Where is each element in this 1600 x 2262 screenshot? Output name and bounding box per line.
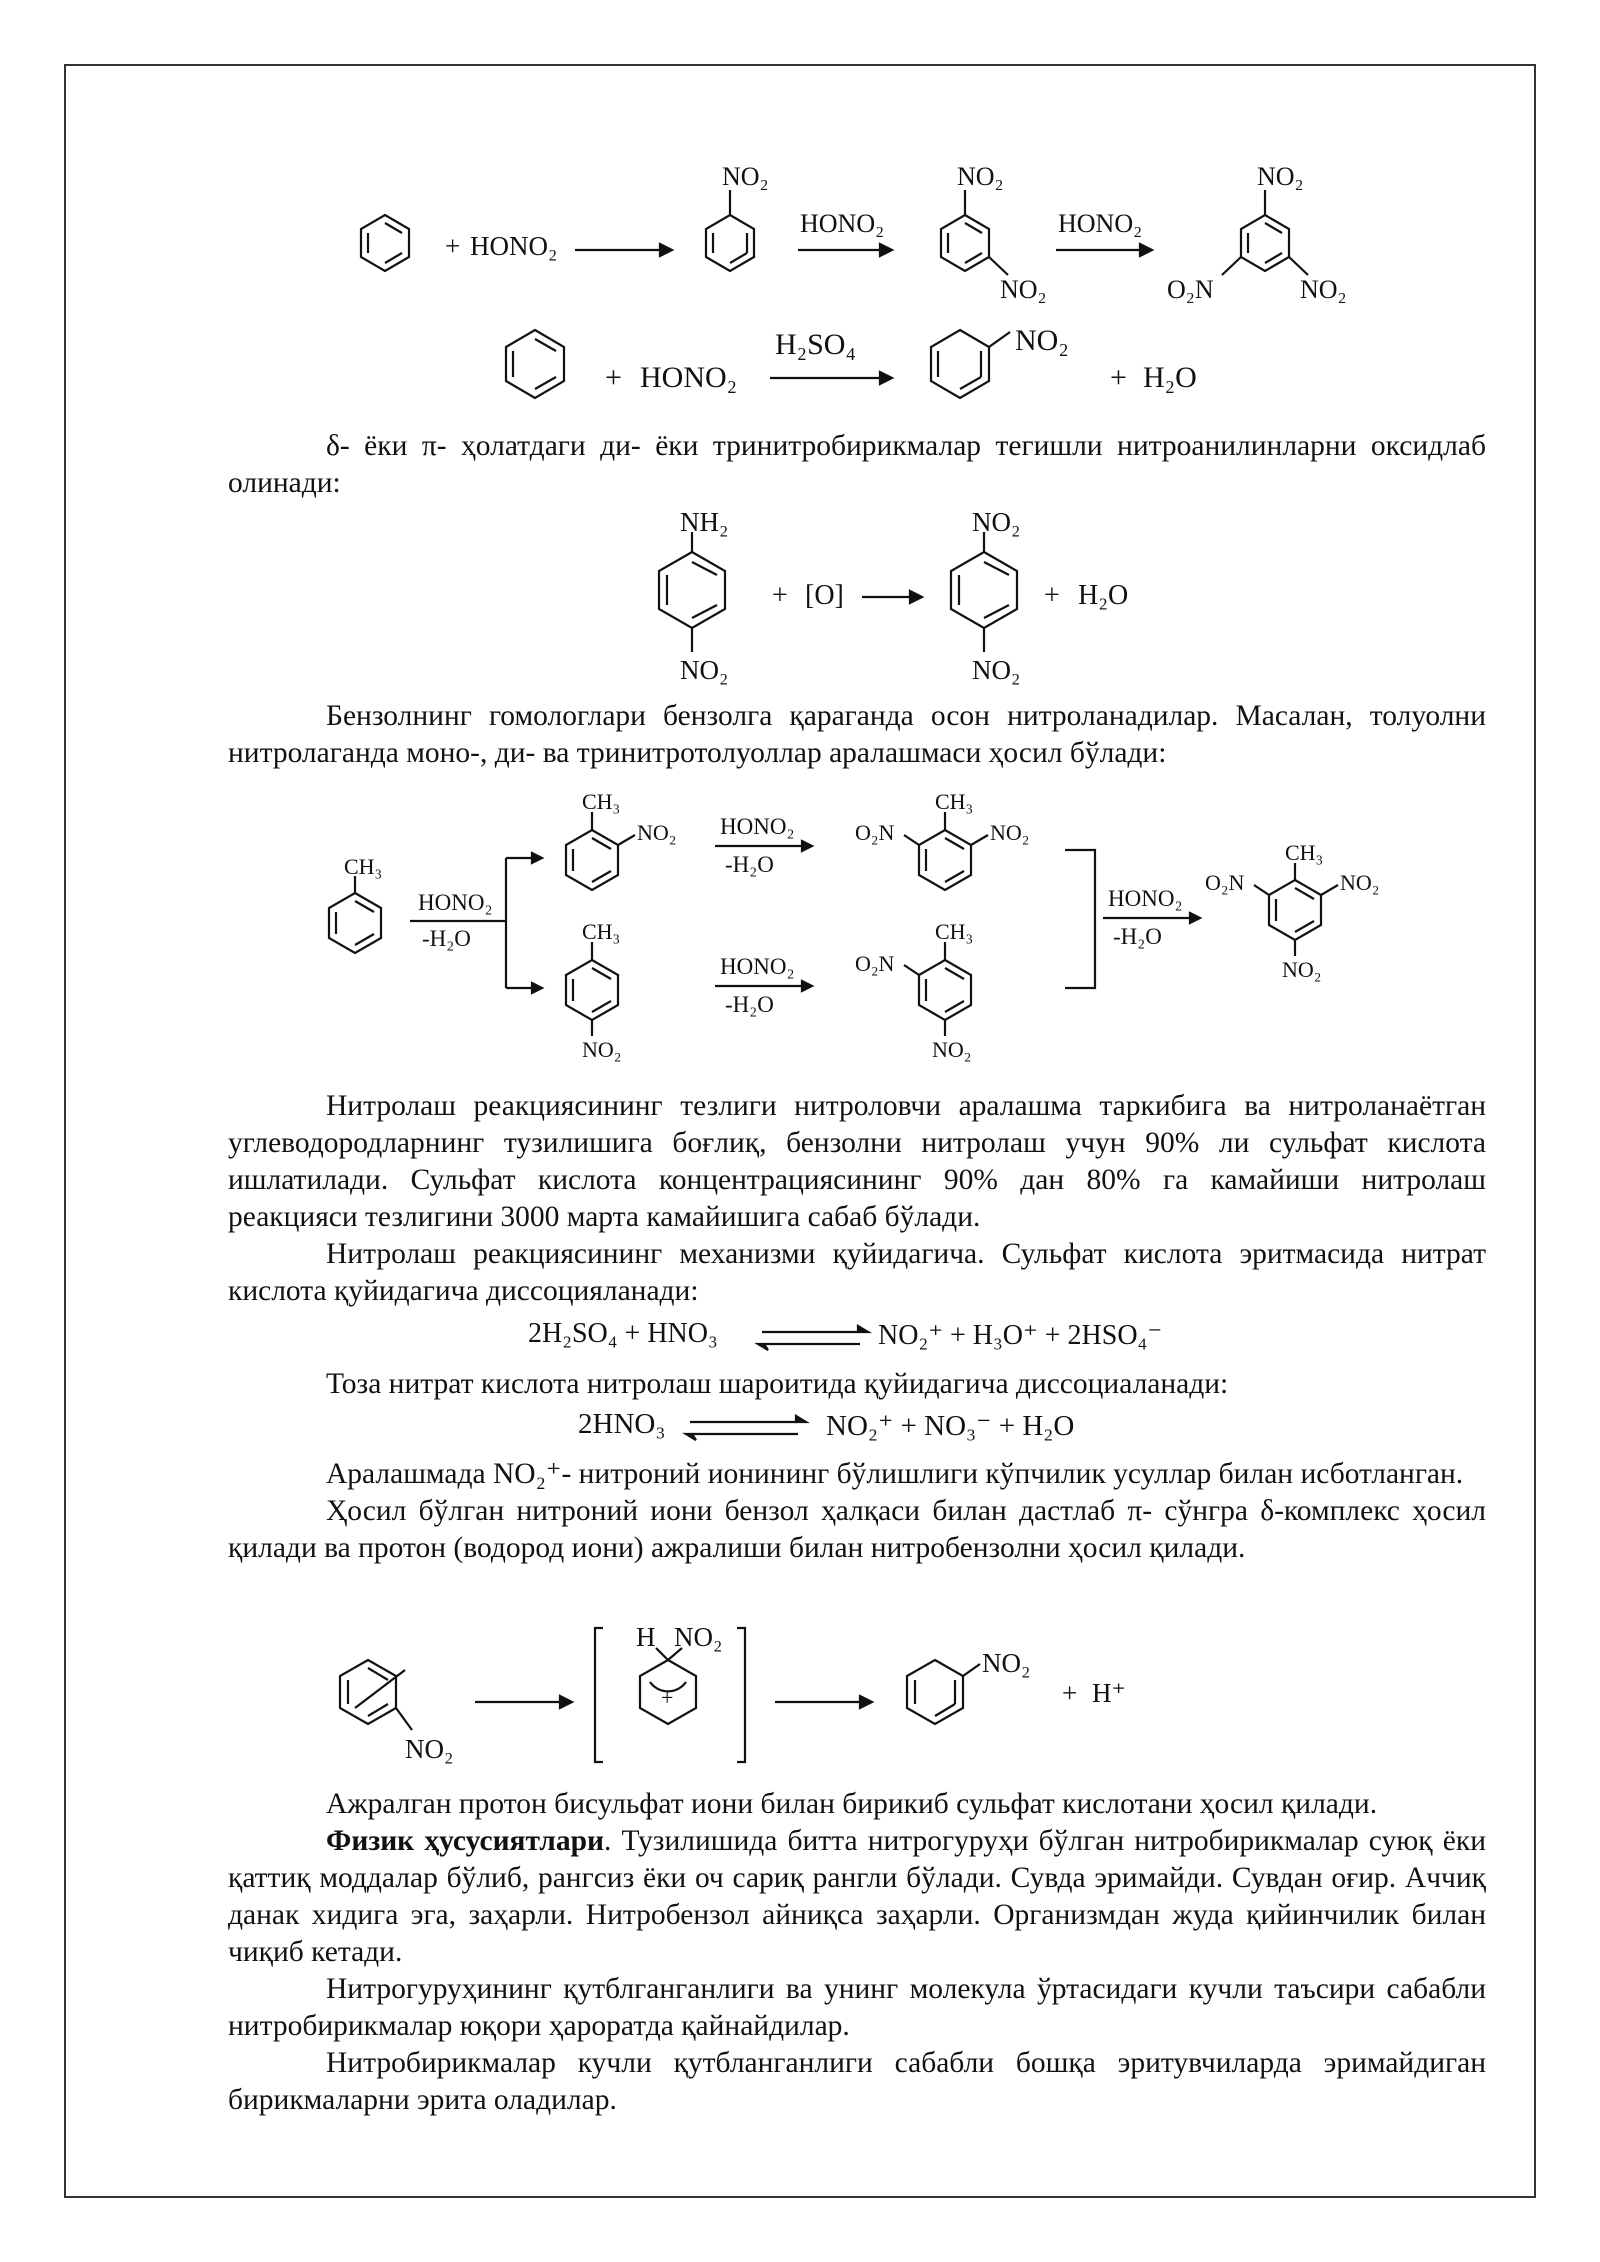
- catalyst-label: H₂SO₄: [775, 328, 856, 361]
- paragraph-text: Аралашмада NO₂⁺- нитроний ионининг бўлишлиги кўпчилик усуллар билан исботланган.: [326, 1458, 1464, 1490]
- reaction-nitration-steps: [340, 160, 1380, 310]
- nitro-group: NO₂: [957, 162, 1004, 191]
- paragraph: [228, 428, 1486, 502]
- equation-nitric-right: [826, 1408, 1074, 1443]
- paragraph: [228, 1366, 1486, 1403]
- reagent-label: HONO₂: [800, 209, 885, 238]
- nitro-group-left: O₂N: [1205, 870, 1245, 895]
- equation-left: 2H₂SO₄ + HNO₃: [528, 1318, 718, 1349]
- plus: +: [1062, 1678, 1078, 1708]
- hydrogen-label: H: [636, 1622, 656, 1652]
- reaction-nitrobenzene: [480, 320, 1240, 420]
- nitro-group: NO₂: [982, 1648, 1031, 1678]
- equation-right: NO₂⁺ + NO₃⁻ + H₂O: [826, 1410, 1075, 1442]
- plus: +: [605, 361, 622, 394]
- reagent-label: HONO₂: [720, 954, 795, 979]
- equation-nitric: [578, 1408, 665, 1441]
- plus: +: [1110, 361, 1127, 394]
- methyl-group: CH₃: [935, 789, 974, 814]
- nitro-group: NO₂: [405, 1734, 454, 1764]
- equilibrium-arrow: [758, 1320, 868, 1354]
- water-label: -H₂O: [422, 926, 471, 951]
- methyl-group: CH₃: [582, 919, 621, 944]
- charge-label: +: [661, 1685, 674, 1710]
- paragraph-text: δ- ёки π- ҳолатдаги ди- ёки тринитробирикмалар тегишли нитроанилинларни оксидлаб олинади:: [228, 430, 1486, 499]
- water-label: -H₂O: [725, 992, 774, 1017]
- nitro-group: NO₂: [1340, 870, 1380, 895]
- paragraph-text: Нитрогуруҳининг қутблганганлиги ва унинг молекула ўртасидаги кучли таъсири сабабли нитробирикмалар юқори ҳароратда қайнайдилар.: [228, 1973, 1486, 2042]
- section-heading: Физик ҳусусиятлари: [326, 1825, 604, 1857]
- paragraph-text: Ҳосил бўлган нитроний иони бензол ҳалқаси билан дастлаб π- сўнгра δ-комплекс ҳосил қилади ва протон (водород иони) ажралиши билан нитробензолни ҳосил қилади.: [228, 1495, 1486, 1564]
- equation-left: 2HNO₃: [578, 1408, 666, 1440]
- water-label: -H₂O: [1113, 924, 1162, 949]
- methyl-group: CH₃: [935, 919, 974, 944]
- paragraph-text: Нитролаш реакциясининг механизми қуйидагича. Сульфат кислота эритмасида нитрат кислота қуйидагича диссоцияланади:: [228, 1238, 1486, 1307]
- reagent-label: HONO₂: [720, 814, 795, 839]
- nitro-group-left: O₂N: [1167, 275, 1214, 304]
- reaction-toluene-scheme: [310, 778, 1410, 1078]
- byproduct-label: H₂O: [1143, 361, 1197, 394]
- reagent-label: HONO₂: [1058, 209, 1143, 238]
- paragraph-text: . Тузилишида битта нитрогуруҳи бўлган нитробирикмалар суюқ ёки қаттиқ моддалар бўлиб, рангсиз ёки оч сариқ рангли бўлади. Сувда эримайди. Сувдан оғир. Аччиқ данак хидига эга, заҳарли. Нитробензол айниқса заҳарли. Организмдан жуда қийинчилик билан чиқиб кетади.: [228, 1825, 1486, 1968]
- paragraph-text: Нитробирикмалар кучли қутбланганлиги сабабли бошқа эритувчиларда эримайдиган бирикмаларни эрита оладилар.: [228, 2047, 1486, 2116]
- plus: +: [772, 580, 788, 611]
- paragraph-text: Нитролаш реакциясининг тезлиги нитроловчи аралашма таркибига ва нитроланаётган углеводородларнинг тузилишига боғлиқ, бензолни нитролаш учун 90% ли сульфат кислота ишлатилади. Сульфат кислота концентрациясининг 90% дан 80% га камайиши нитролаш реакцияси тезлигини 3000 марта камайишига сабаб бўлади.: [228, 1090, 1486, 1233]
- paragraph-text: Ажралган протон бисульфат иони билан бирикиб сульфат кислотани ҳосил қилади.: [326, 1788, 1378, 1820]
- plus: +: [1044, 580, 1060, 611]
- nitro-group: NO₂: [1000, 275, 1047, 304]
- nitro-group: NO₂: [680, 655, 729, 685]
- nitro-group: NO₂: [990, 820, 1030, 845]
- proton-label: H⁺: [1092, 1678, 1126, 1708]
- methyl-group: CH₃: [344, 854, 383, 879]
- reaction-oxidation: [640, 507, 1160, 692]
- nitro-group-left: O₂N: [855, 820, 895, 845]
- equation-sulfuric-right: [878, 1318, 1162, 1352]
- equilibrium-arrow: [686, 1410, 806, 1444]
- plus: +: [445, 231, 461, 261]
- nitro-group: NO₂: [637, 820, 677, 845]
- equation-right: NO₂⁺ + H₃O⁺ + 2HSO₄⁻: [878, 1320, 1163, 1351]
- oxidant-label: [O]: [805, 580, 844, 611]
- methyl-group: CH₃: [582, 789, 621, 814]
- reagent-label: HONO₂: [418, 890, 493, 915]
- nitro-group-left: O₂N: [855, 951, 895, 976]
- nitro-group: NO₂: [1015, 324, 1069, 357]
- methyl-group: CH₃: [1285, 840, 1324, 865]
- nitro-group: NO₂: [1282, 957, 1322, 982]
- equation-sulfuric: [528, 1318, 718, 1350]
- water-label: -H₂O: [725, 852, 774, 877]
- reagent-label: HONO₂: [1108, 886, 1183, 911]
- byproduct-label: H₂O: [1078, 580, 1129, 611]
- nitro-group: NO₂: [1257, 162, 1304, 191]
- paragraph: [228, 1088, 1486, 1310]
- nitro-group: NO₂: [674, 1622, 723, 1652]
- nitro-group: NO₂: [972, 507, 1021, 537]
- reagent-label: HONO₂: [470, 231, 558, 261]
- amine-group: NH₂: [680, 507, 729, 537]
- paragraph: [228, 698, 1486, 772]
- paragraph-text: [228, 1823, 1486, 1971]
- paragraph-text: Бензолнинг гомологлари бензолга қараганда осон нитроланадилар. Масалан, толуолни нитролаганда моно-, ди- ва тринитротолуоллар аралашмаси ҳосил бўлади:: [228, 700, 1486, 769]
- paragraph: [228, 1456, 1486, 1567]
- nitro-group: NO₂: [582, 1037, 622, 1062]
- nitro-group: NO₂: [722, 162, 769, 191]
- nitro-group: NO₂: [972, 655, 1021, 685]
- nitro-group: NO₂: [1300, 275, 1347, 304]
- reagent-label: HONO₂: [640, 361, 738, 394]
- reaction-mechanism: [320, 1610, 1180, 1780]
- paragraph-text: Тоза нитрат кислота нитролаш шароитида қуйидагича диссоциаланади:: [326, 1368, 1229, 1400]
- nitro-group: NO₂: [932, 1037, 972, 1062]
- paragraph: [228, 1786, 1486, 2119]
